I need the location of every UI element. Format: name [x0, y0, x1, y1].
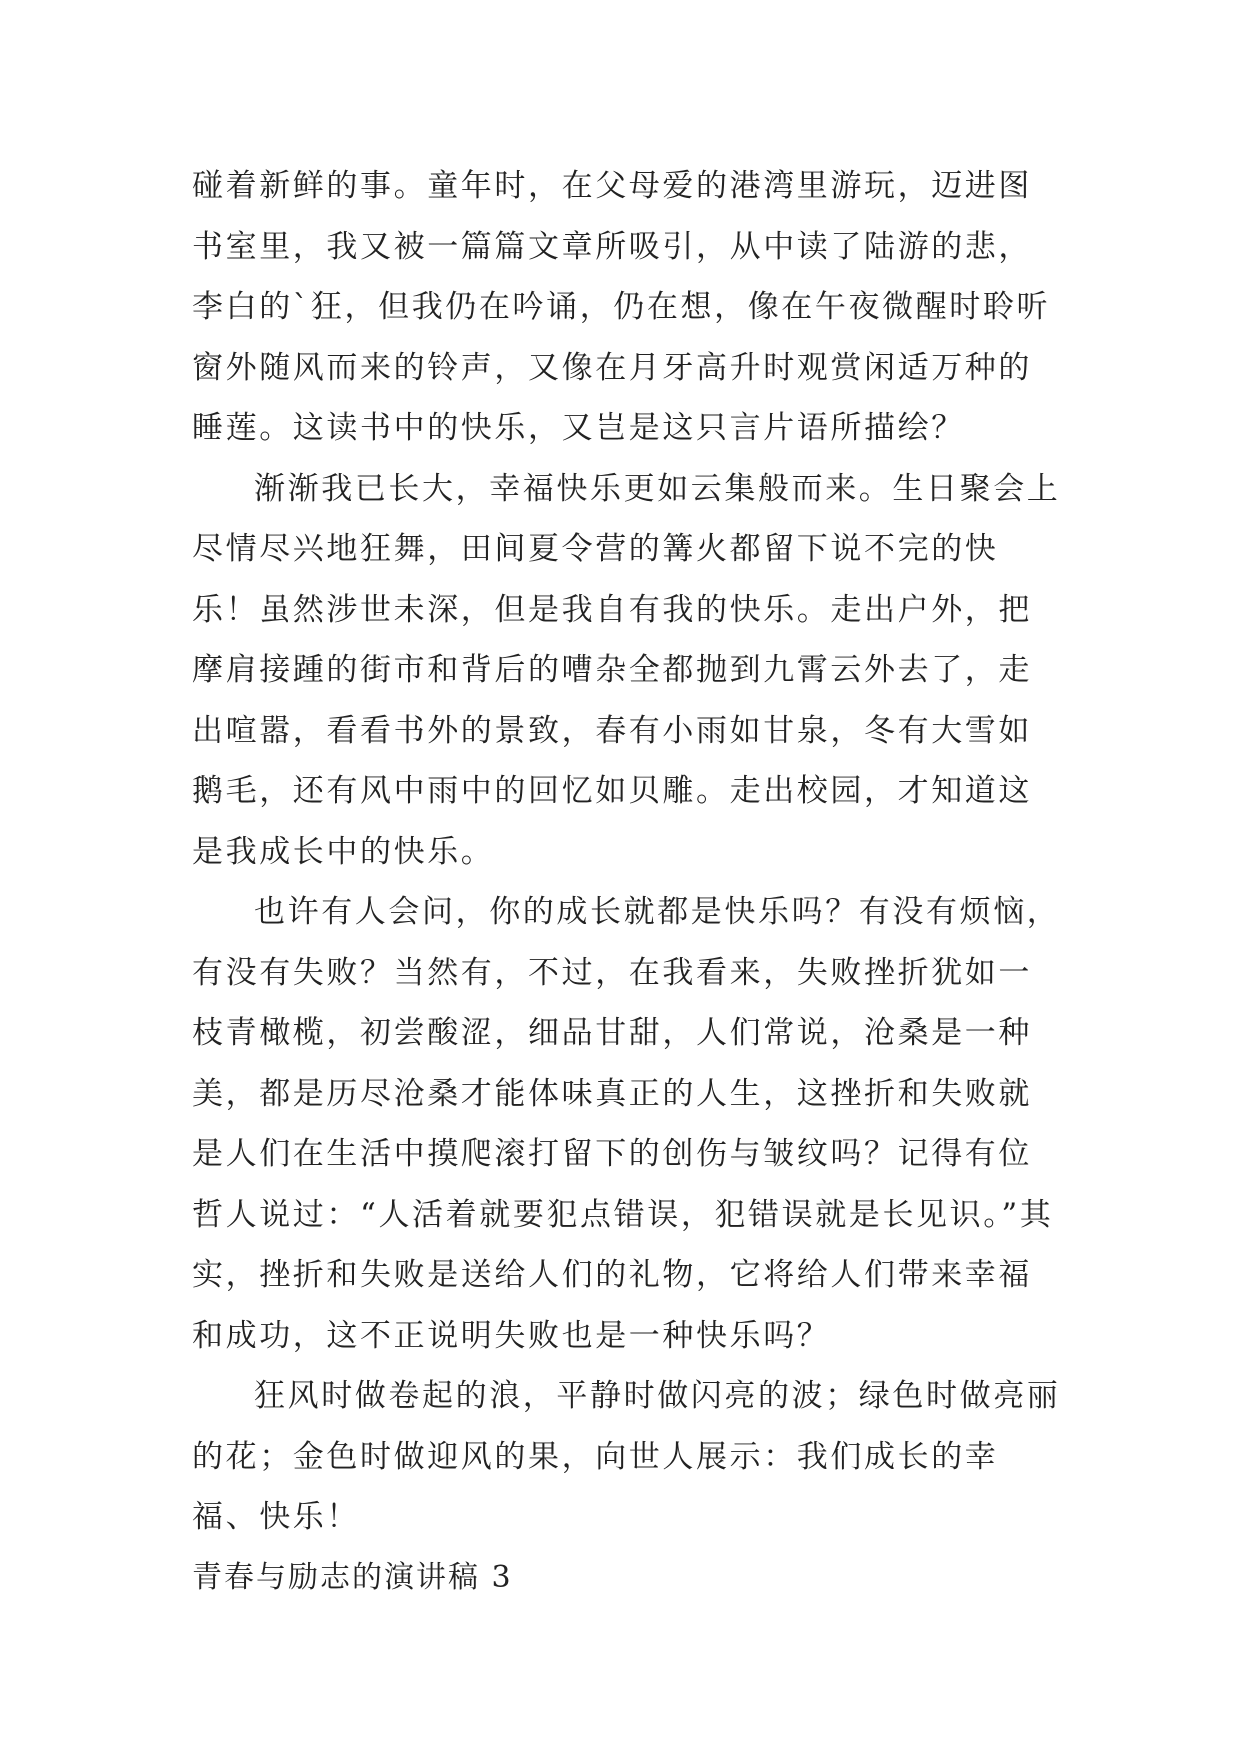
paragraph-4: 狂风时做卷起的浪，平静时做闪亮的波；绿色时做亮丽的花；金色时做迎风的果，向世人展示：我们成长的幸福、快乐！	[192, 1378, 1061, 1535]
section-heading: 青春与励志的演讲稿 3	[192, 1559, 513, 1595]
paragraph-1: 碰着新鲜的事。童年时，在父母爱的港湾里游玩，迈进图书室里，我又被一篇篇文章所吸引，从中读了陆游的悲，李白的`狂，但我仍在吟诵，仍在想，像在午夜微醒时聆听窗外随风而来的铃声，又像在月牙高升时观赏闲适万种的睡莲。这读书中的快乐，又岂是这只言片语所描绘？	[192, 168, 1051, 446]
paragraph-2: 渐渐我已长大，幸福快乐更如云集般而来。生日聚会上尽情尽兴地狂舞，田间夏令营的篝火都留下说不完的快乐！虽然涉世未深，但是我自有我的快乐。走出户外，把摩肩接踵的街市和背后的嘈杂全都抛到九霄云外去了，走出喧嚣，看看书外的景致，春有小雨如甘泉，冬有大雪如鹅毛，还有风中雨中的回忆如贝雕。走出校园，才知道这是我成长中的快乐。	[192, 470, 1061, 870]
paragraph-3: 也许有人会问，你的成长就都是快乐吗？有没有烦恼，有没有失败？当然有，不过，在我看来，失败挫折犹如一枝青橄榄，初尝酸涩，细品甘甜，人们常说，沧桑是一种美，都是历尽沧桑才能体味真正的人生，这挫折和失败就是人们在生活中摸爬滚打留下的创伤与皱纹吗？记得有位哲人说过：“人活着就要犯点错误，犯错误就是长见识。”其实，挫折和失败是送给人们的礼物，它将给人们带来幸福和成功，这不正说明失败也是一种快乐吗？	[192, 894, 1061, 1354]
document-body	[192, 156, 1062, 1608]
